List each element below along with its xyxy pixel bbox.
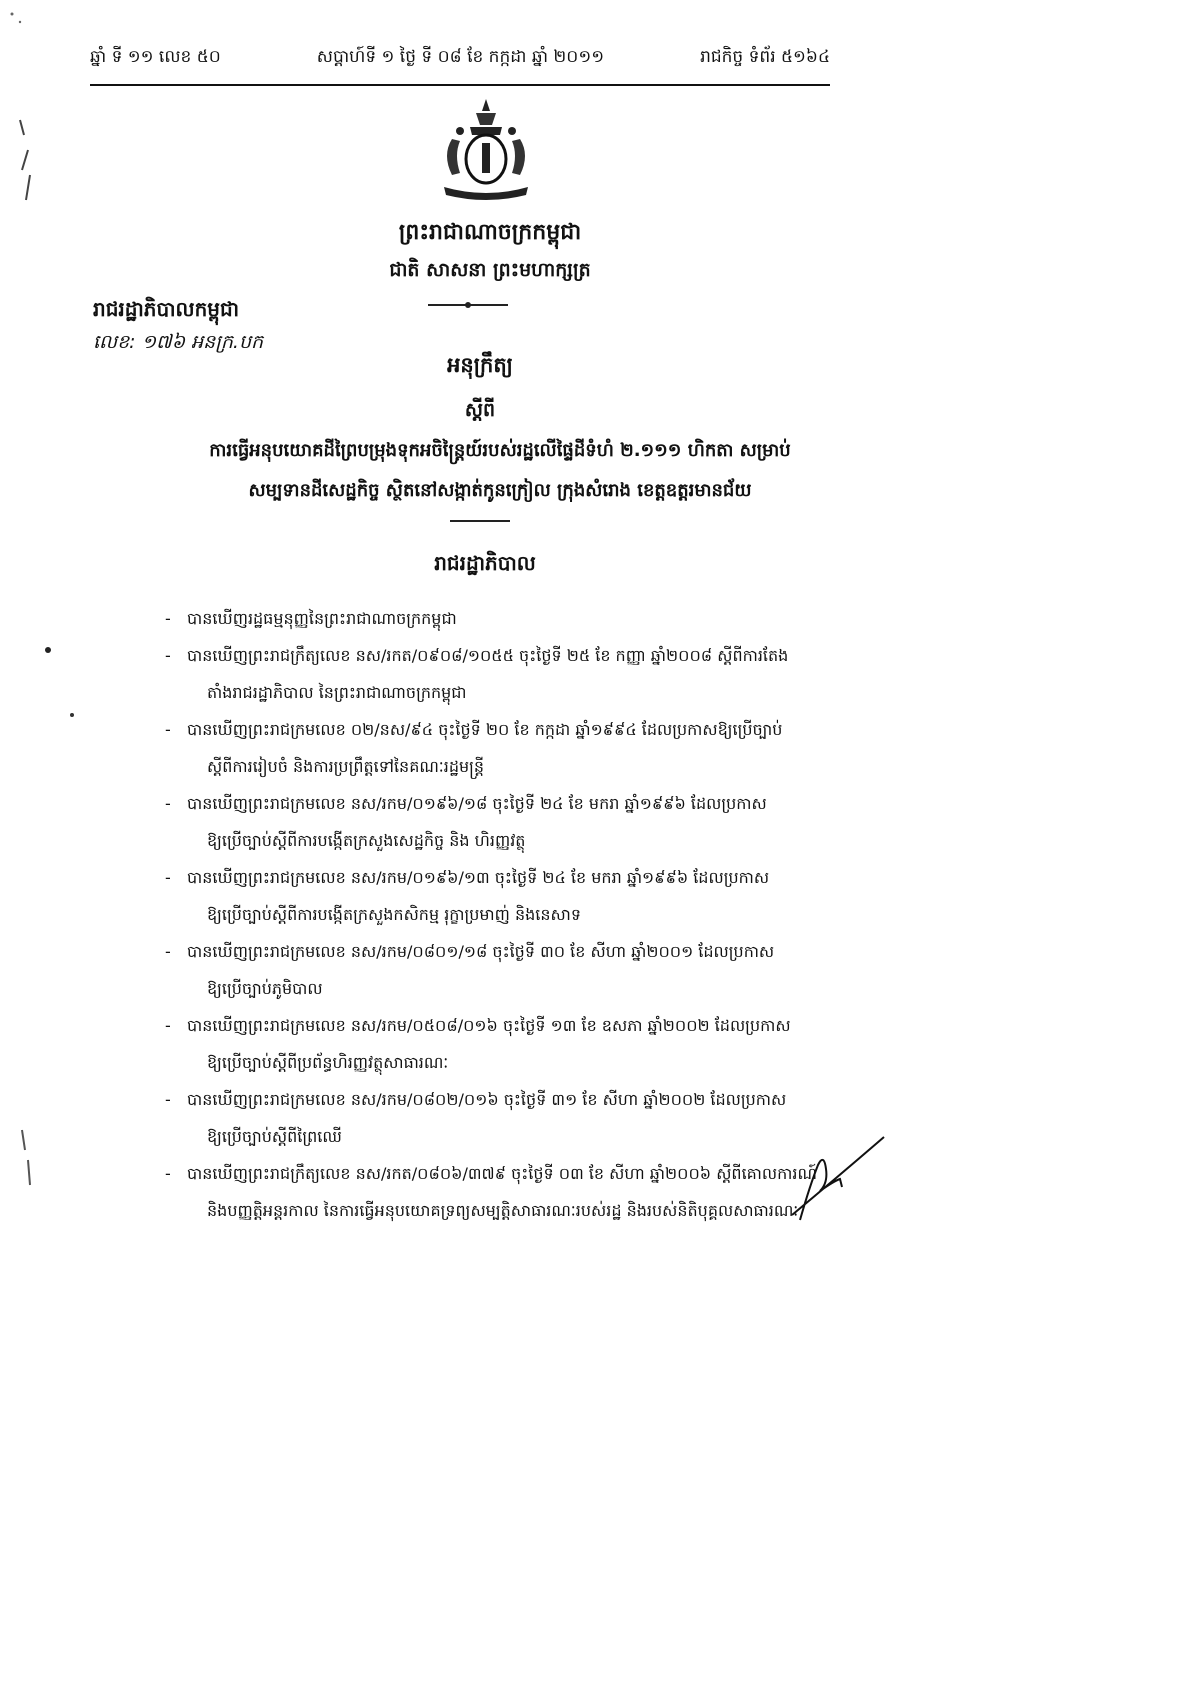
subject-line-1: ការធ្វើអនុបយោគដីព្រៃបម្រុងទុកអចិន្ត្រៃយ៍របស់រដ្ឋលើផ្ទៃដីទំហំ ២.១១១ ហិកតា សម្រាប់	[209, 440, 791, 461]
item-line-2: ឱ្យប្រើច្បាប់ភូមិបាល	[207, 979, 323, 998]
header-date: សប្តាហ៍ទី ១ ថ្ងៃ ទី ០៨ ខែ កក្កដា ឆ្នាំ ២០១១	[316, 46, 605, 67]
item-line-1: បានឃើញព្រះរាជក្រមលេខ ០២/នស/៩៤ ចុះថ្ងៃទី ២០ ខែ កក្កដា ឆ្នាំ១៩៩៤ ដែលប្រកាសឱ្យប្រើច្បាប់	[187, 720, 783, 739]
item-line-2: ឱ្យប្រើច្បាប់ស្តីពីប្រព័ន្ធហិរញ្ញវត្ថុសាធារណៈ	[207, 1053, 449, 1072]
list-item	[165, 711, 845, 785]
item-line-1: បានឃើញព្រះរាជក្រមលេខ នស/រកម/០១៩៦/១៨ ចុះថ្ងៃទី ២៤ ខែ មករា ឆ្នាំ១៩៩៦ ដែលប្រកាស	[187, 794, 767, 813]
handwritten-signature	[780, 1135, 890, 1225]
item-line-1: បានឃើញព្រះរាជក្រឹត្យលេខ នស/រកត/០៩០៨/១០៥៥ ចុះថ្ងៃទី ២៥ ខែ កញ្ញា ឆ្នាំ២០០៨ ស្តីពីការតែង	[187, 646, 789, 665]
gazette-header	[90, 38, 830, 86]
royal-arms-emblem-icon	[430, 95, 542, 207]
item-line-1: បានឃើញព្រះរាជក្រមលេខ នស/រកម/០៥០៨/០១៦ ចុះថ្ងៃទី ១៣ ខែ ឧសភា ឆ្នាំ២០០២ ដែលប្រកាស	[187, 1016, 791, 1035]
item-dash: -	[165, 1016, 171, 1035]
item-line-1: បានឃើញព្រះរាជក្រមលេខ នស/រកម/០១៩៦/១៣ ចុះថ្ងៃទី ២៤ ខែ មករា ឆ្នាំ១៩៩៦ ដែលប្រកាស	[187, 868, 770, 887]
list-item	[165, 1081, 845, 1155]
item-line-2: តាំងរាជរដ្ឋាភិបាល នៃព្រះរាជាណាចក្រកម្ពុជា	[207, 683, 467, 702]
item-line-1: បានឃើញព្រះរាជក្រឹត្យលេខ នស/រកត/០៨០៦/៣៧៩ ចុះថ្ងៃទី ០៣ ខែ សីហា ឆ្នាំ២០០៦ ស្តីពីគោលការណ៍	[187, 1164, 817, 1183]
item-dash: -	[165, 1164, 171, 1183]
right-margin-mark	[910, 80, 914, 1180]
item-line-1: បានឃើញព្រះរាជក្រមលេខ នស/រកម/០៨០១/១៨ ចុះថ្ងៃទី ៣០ ខែ សីហា ឆ្នាំ២០០១ ដែលប្រកាស	[187, 942, 775, 961]
item-line-2: ឱ្យប្រើច្បាប់ស្តីពីព្រៃឈើ	[207, 1127, 342, 1146]
list-item	[165, 1007, 845, 1081]
item-dash: -	[165, 609, 171, 628]
kingdom-title: ព្រះរាជាណាចក្រកម្ពុជា	[398, 220, 582, 245]
document-number: លេខ: ១៧៦ អនក្រ.បក	[93, 331, 264, 353]
list-item	[165, 637, 845, 711]
national-motto: ជាតិ សាសនា ព្រះមហាក្សត្រ	[389, 259, 591, 281]
item-dash: -	[165, 646, 171, 665]
document-type: អនុក្រឹត្យ	[447, 353, 513, 377]
item-dash: -	[165, 720, 171, 739]
item-line-1: បានឃើញរដ្ឋធម្មនុញ្ញនៃព្រះរាជាណាចក្រកម្ពុជា	[187, 609, 457, 628]
item-line-2: ឱ្យប្រើច្បាប់ស្តីពីការបង្កើតក្រសួងសេដ្ឋកិច្ច និង ហិរញ្ញវត្ថុ	[207, 831, 526, 850]
item-dash: -	[165, 794, 171, 813]
citation-list	[165, 600, 845, 1229]
list-item	[165, 1155, 845, 1229]
item-dash: -	[165, 942, 171, 961]
subject-line-2: សម្បទានដីសេដ្ឋកិច្ច ស្ថិតនៅសង្កាត់កូនក្រៀល ក្រុងសំរោង ខេត្តឧត្តរមានជ័យ	[248, 480, 752, 501]
list-item	[165, 600, 845, 637]
list-item	[165, 859, 845, 933]
subject-rule	[450, 520, 510, 522]
government-name: រាជរដ្ឋាភិបាលកម្ពុជា	[93, 297, 239, 321]
header-issue: ឆ្នាំ ទី ១១ លេខ ៥០	[90, 46, 221, 67]
list-item	[165, 785, 845, 859]
item-dash: -	[165, 1090, 171, 1109]
header-page: រាជកិច្ច ទំព័រ ៥១៦៤	[700, 46, 830, 67]
item-line-2: និងបញ្ញត្តិអន្តរកាល នៃការធ្វើអនុបយោគទ្រព្យសម្បត្តិសាធារណៈរបស់រដ្ឋ និងរបស់និតិបុគ្គលសាធារណៈ	[207, 1201, 799, 1220]
regarding-label: ស្តីពី	[464, 399, 496, 421]
scan-noise	[0, 0, 80, 1260]
item-line-1: បានឃើញព្រះរាជក្រមលេខ នស/រកម/០៨០២/០១៦ ចុះថ្ងៃទី ៣១ ខែ សីហា ឆ្នាំ២០០២ ដែលប្រកាស	[187, 1090, 787, 1109]
item-line-2: ឱ្យប្រើច្បាប់ស្តីពីការបង្កើតក្រសួងកសិកម្ម រុក្ខាប្រមាញ់ និងនេសាទ	[207, 905, 581, 924]
ornament-divider	[428, 300, 508, 310]
list-item	[165, 933, 845, 1007]
item-line-2: ស្តីពីការរៀបចំ និងការប្រព្រឹត្តទៅនៃគណៈរដ្ឋមន្ត្រី	[207, 757, 485, 776]
body-title: រាជរដ្ឋាភិបាល	[434, 551, 536, 575]
item-dash: -	[165, 868, 171, 887]
